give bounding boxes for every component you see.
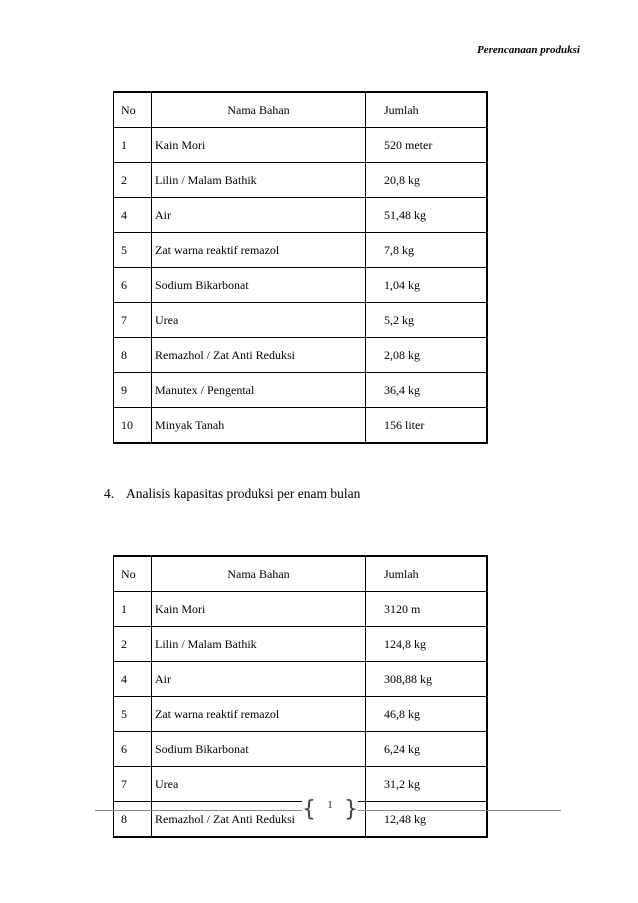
page-number-box: [302, 798, 358, 826]
cell-no: 1: [114, 128, 152, 163]
table-row: [114, 198, 488, 233]
cell-no: 5: [114, 697, 152, 732]
cell-no: 7: [114, 303, 152, 338]
cell-no: 1: [114, 592, 152, 627]
header-no: No: [114, 556, 152, 592]
cell-no: 9: [114, 373, 152, 408]
cell-no: 10: [114, 408, 152, 444]
cell-name: Lilin / Malam Bathik: [152, 627, 366, 662]
left-brace: {: [302, 797, 316, 822]
cell-no: 2: [114, 163, 152, 198]
cell-qty: 46,8 kg: [366, 697, 488, 732]
cell-name: Zat warna reaktif remazol: [152, 697, 366, 732]
header-no: No: [114, 92, 152, 128]
cell-qty: 5,2 kg: [366, 303, 488, 338]
header-name: Nama Bahan: [152, 92, 366, 128]
cell-no: 6: [114, 732, 152, 767]
cell-no: 8: [114, 338, 152, 373]
table-row: [114, 303, 488, 338]
cell-no: 2: [114, 627, 152, 662]
table-row: [114, 268, 488, 303]
section-heading: [104, 486, 360, 502]
cell-qty: 6,24 kg: [366, 732, 488, 767]
cell-qty: 20,8 kg: [366, 163, 488, 198]
cell-name: Remazhol / Zat Anti Reduksi: [152, 802, 366, 838]
cell-qty: 1,04 kg: [366, 268, 488, 303]
cell-name: Zat warna reaktif remazol: [152, 233, 366, 268]
cell-no: 4: [114, 662, 152, 697]
right-brace: }: [344, 797, 358, 822]
cell-name: Air: [152, 198, 366, 233]
table-row: [114, 128, 488, 163]
header-qty: Jumlah: [366, 92, 488, 128]
table-header-row: [114, 556, 488, 592]
cell-name: Kain Mori: [152, 128, 366, 163]
cell-no: 5: [114, 233, 152, 268]
cell-qty: 7,8 kg: [366, 233, 488, 268]
cell-name: Lilin / Malam Bathik: [152, 163, 366, 198]
cell-qty: 12,48 kg: [366, 802, 488, 838]
cell-no: 7: [114, 767, 152, 802]
cell-qty: 51,48 kg: [366, 198, 488, 233]
table-row: [114, 408, 488, 444]
cell-name: Urea: [152, 767, 366, 802]
table-row: [114, 373, 488, 408]
cell-name: Minyak Tanah: [152, 408, 366, 444]
cell-name: Kain Mori: [152, 592, 366, 627]
table-row: [114, 338, 488, 373]
cell-name: Sodium Bikarbonat: [152, 732, 366, 767]
table-row: [114, 802, 488, 838]
table-row: [114, 592, 488, 627]
cell-no: 4: [114, 198, 152, 233]
cell-qty: 3120 m: [366, 592, 488, 627]
table-header-row: [114, 92, 488, 128]
cell-qty: 308,88 kg: [366, 662, 488, 697]
table-row: [114, 662, 488, 697]
cell-qty: 36,4 kg: [366, 373, 488, 408]
cell-name: Urea: [152, 303, 366, 338]
table-body: [114, 92, 488, 443]
materials-table-six-month: [113, 555, 488, 838]
table-row: [114, 767, 488, 802]
header-name: Nama Bahan: [152, 556, 366, 592]
table-body: [114, 556, 488, 837]
section-title: Analisis kapasitas produksi per enam bulan: [126, 486, 361, 501]
cell-qty: 124,8 kg: [366, 627, 488, 662]
cell-no: 6: [114, 268, 152, 303]
cell-qty: 2,08 kg: [366, 338, 488, 373]
materials-table-monthly: [113, 91, 488, 444]
page-number: 1: [327, 800, 333, 811]
cell-name: Remazhol / Zat Anti Reduksi: [152, 338, 366, 373]
cell-name: Sodium Bikarbonat: [152, 268, 366, 303]
cell-qty: 520 meter: [366, 128, 488, 163]
cell-no: 8: [114, 802, 152, 838]
cell-name: Manutex / Pengental: [152, 373, 366, 408]
running-header: Perencanaan produksi: [477, 44, 580, 56]
cell-name: Air: [152, 662, 366, 697]
table-row: [114, 627, 488, 662]
table-row: [114, 697, 488, 732]
table-row: [114, 233, 488, 268]
table-row: [114, 732, 488, 767]
section-number: 4.: [104, 486, 115, 501]
header-qty: Jumlah: [366, 556, 488, 592]
table-row: [114, 163, 488, 198]
cell-qty: 31,2 kg: [366, 767, 488, 802]
cell-qty: 156 liter: [366, 408, 488, 444]
